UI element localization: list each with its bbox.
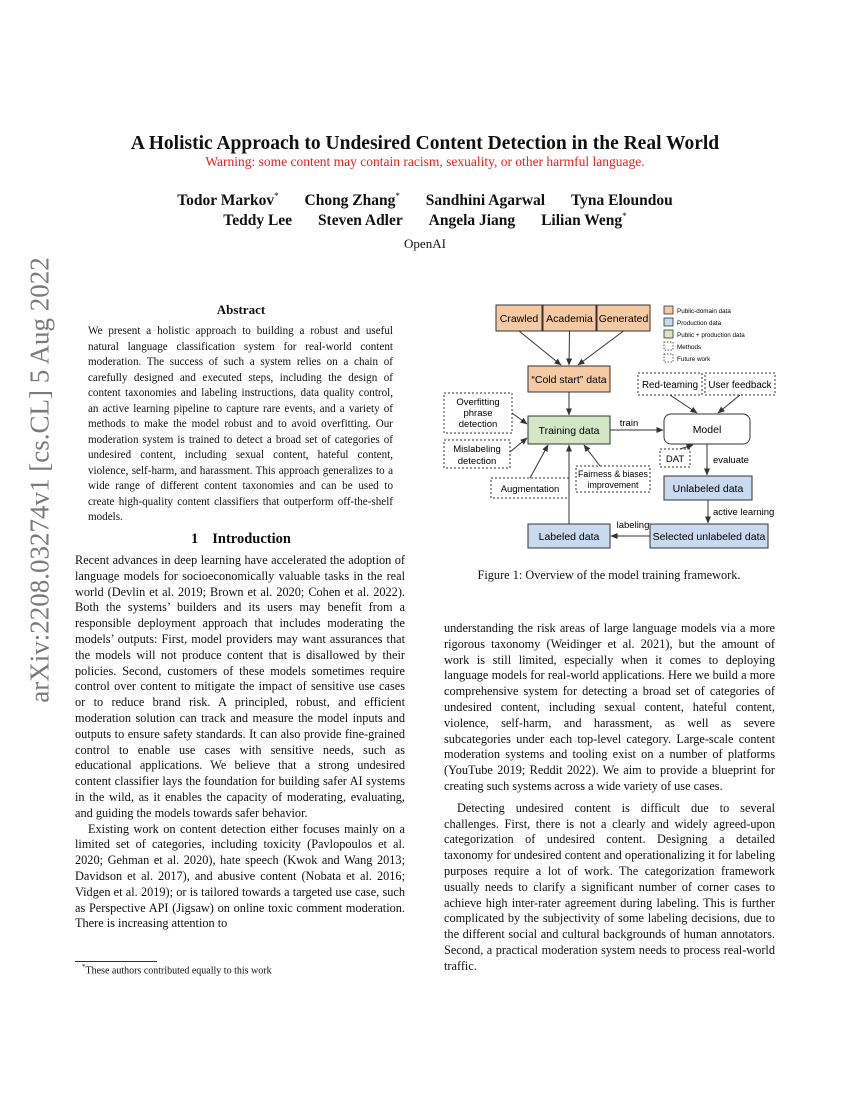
section-number: 1 bbox=[191, 531, 199, 547]
legend-label: Future work bbox=[677, 356, 711, 363]
legend-label: Public + production data bbox=[677, 332, 745, 339]
section-heading bbox=[80, 531, 402, 548]
arrow-red-teaming-model bbox=[670, 395, 697, 413]
arrow-augmentation-training bbox=[530, 445, 548, 478]
author: Tyna Eloundou bbox=[570, 192, 673, 210]
paper-title: A Holistic Approach to Undesired Content Detection in the Real World bbox=[130, 133, 720, 154]
arrow-generated-cold-start bbox=[578, 331, 624, 365]
crawled-label: Crawled bbox=[499, 313, 539, 325]
author: Angela Jiang bbox=[428, 212, 516, 230]
overfitting-label-line: phrase bbox=[463, 408, 493, 419]
overfitting-label-line: Overfitting bbox=[456, 397, 500, 408]
edge-label-active-learning: active learning bbox=[713, 507, 775, 518]
unlabeled-data-label: Unlabeled data bbox=[672, 483, 744, 495]
author-list-line-2 bbox=[0, 211, 850, 230]
author: Todor Markov* bbox=[177, 191, 279, 210]
academia-label: Academia bbox=[546, 313, 593, 325]
author: Sandhini Agarwal bbox=[425, 192, 546, 210]
mislabeling-label-line: Mislabeling bbox=[453, 444, 501, 455]
legend-label: Methods bbox=[677, 344, 702, 351]
paragraph: Existing work on content detection either focuses mainly on a limited set of categories, including toxicity (Pavlopoulos et al. 2020; Gehman et al. 2020), hate speech (Kwok and Wang 2013; Davidson et al. 2017), and abusive content (Nobata et al. 2016; Vidgen et al. 2019); or is tailored towards a targeted use case, such as Perspective API (Jigsaw) on online toxic comment moderation. There is increasing attention to bbox=[75, 821, 405, 931]
labeled-data-label: Labeled data bbox=[538, 531, 600, 543]
arrow-academia-cold-start bbox=[569, 331, 570, 365]
arrow-dat-model bbox=[680, 445, 693, 449]
author: Steven Adler bbox=[317, 212, 403, 230]
paragraph: Recent advances in deep learning have accelerated the adoption of language models for socioeconomically valuable tasks in the real world (Devlin et al. 2019; Brown et al. 2020; Cohen et al. 2022). Both the systems’ builders and its users may benefit from a responsible deployment approach that includes moderating the models’ outputs: First, model providers may want assurances that the models will not produce content that is disallowed by their policies. Second, customers of these models sometimes require control over content to mitigate the impact of sensitive use cases or to reduce brand risk. A principled, robust, and efficient moderation solution can track and measure the model inputs and outputs to ensure safety standards. It can also provide fine-grained control to enable use cases with sensitive needs, such as educational applications. We believe that a strong undesired content classifier lays the foundation for building safer AI systems in the wild, as it enables the capacity of moderating, evaluating, and guiding the models towards safer behavior. bbox=[75, 553, 405, 820]
generated-label: Generated bbox=[598, 313, 649, 325]
edge-label-labeling: labeling bbox=[616, 520, 650, 531]
author-list-line-1 bbox=[0, 191, 850, 210]
author: Lilian Weng* bbox=[541, 211, 627, 230]
legend-swatch-public-domain bbox=[664, 306, 673, 314]
content-warning: Warning: some content may contain racism, sexuality, or other harmful language. bbox=[205, 154, 645, 169]
author: Chong Zhang* bbox=[304, 191, 400, 210]
arrow-overfitting-training bbox=[512, 413, 527, 424]
edge-label-train: train bbox=[619, 418, 639, 429]
section-title: Introduction bbox=[212, 531, 291, 547]
legend-swatch-future-work bbox=[664, 354, 673, 362]
abstract-heading: Abstract bbox=[216, 302, 266, 317]
fairness-label-line: improvement bbox=[587, 480, 639, 490]
figure-1-diagram bbox=[438, 298, 783, 556]
legend-label: Public-domain data bbox=[677, 308, 731, 315]
arxiv-sidebar bbox=[14, 257, 66, 703]
training-data-label: Training data bbox=[538, 425, 600, 437]
footnote-rule bbox=[75, 961, 157, 962]
overfitting-label-line: detection bbox=[458, 419, 498, 430]
edge-label-evaluate: evaluate bbox=[713, 455, 749, 466]
selected-unlabeled-label: Selected unlabeled data bbox=[652, 531, 766, 543]
figure-caption: Figure 1: Overview of the model training framework. bbox=[477, 568, 741, 582]
legend-swatch-public-production bbox=[664, 330, 673, 338]
arxiv-identifier: arXiv:2208.03274v1 [cs.CL] 5 Aug 2022 bbox=[24, 257, 55, 703]
author: Teddy Lee bbox=[223, 212, 293, 230]
fairness-label-line: Fairness & biases bbox=[578, 469, 648, 479]
user-feedback-label: User feedback bbox=[708, 380, 772, 391]
abstract-text: We present a holistic approach to building a robust and useful natural language classification system for real-world content moderation. The success of such a system relies on a chain of carefully designed and executed steps, including the design of content taxonomies and labeling instructions, data quality control, an active learning pipeline to capture rare events, and a variety of methods to make the model robust and to avoid overfitting. Our moderation system is trained to detect a broad set of categories of undesired content, including sexual content, hateful content, violence, self-harm, and harassment. This approach generalizes to a wide range of different content taxonomies and can be used to create high-quality content classifiers that outperform off-the-shelf models. bbox=[88, 325, 393, 523]
left-column bbox=[75, 553, 405, 932]
legend-swatch-methods bbox=[664, 342, 673, 350]
arrow-user-feedback-model bbox=[718, 395, 740, 413]
model-label: Model bbox=[692, 424, 722, 436]
dat-label: DAT bbox=[665, 454, 685, 465]
mislabeling-label-line: detection bbox=[457, 456, 497, 467]
arrow-crawled-cold-start bbox=[519, 331, 561, 365]
paragraph: understanding the risk areas of large language models via a more rigorous taxonomy (Weidinger et al. 2021), but the amount of work is still limited, especially when it comes to deploying language models for real-world applications. Here we build a more comprehensive system for detecting a broad set of categories of undesired content, including sexual content, hateful content, violence, self-harm, and harassment, as well as severe subcategories under each top-level category. Large-scale content moderation systems and tooling exist on a number of platforms (YouTube 2019; Reddit 2022). We aim to provide a blueprint for creating such systems across a wide variety of use cases. bbox=[444, 621, 775, 793]
right-column bbox=[444, 621, 775, 975]
augmentation-label: Augmentation bbox=[500, 484, 560, 495]
affiliation: OpenAI bbox=[404, 236, 446, 251]
red-teaming-label: Red-teaming bbox=[641, 380, 699, 391]
footnote: *These authors contributed equally to this work bbox=[82, 963, 272, 977]
legend-swatch-production bbox=[664, 318, 673, 326]
cold-start-label: “Cold start” data bbox=[531, 374, 607, 386]
arrow-mislabeling-training bbox=[510, 438, 527, 452]
arrow-fairness-training bbox=[584, 445, 600, 466]
paragraph: Detecting undesired content is difficult due to several challenges. First, there is not a clearly and widely agreed-upon categorization of undesired content. Designing a detailed taxonomy for undesired content and operationalizing it for labeling purposes require a lot of work. The categorization framework usually needs to clarify a significant number of corner cases to achieve high inter-rater agreement during labeling. This is further complicated by the subjectivity of some labeling decisions, due to the different social and cultural backgrounds of human annotators. Second, a practical moderation system needs to process real-world traffic. bbox=[444, 800, 775, 973]
legend-label: Production data bbox=[677, 320, 722, 327]
